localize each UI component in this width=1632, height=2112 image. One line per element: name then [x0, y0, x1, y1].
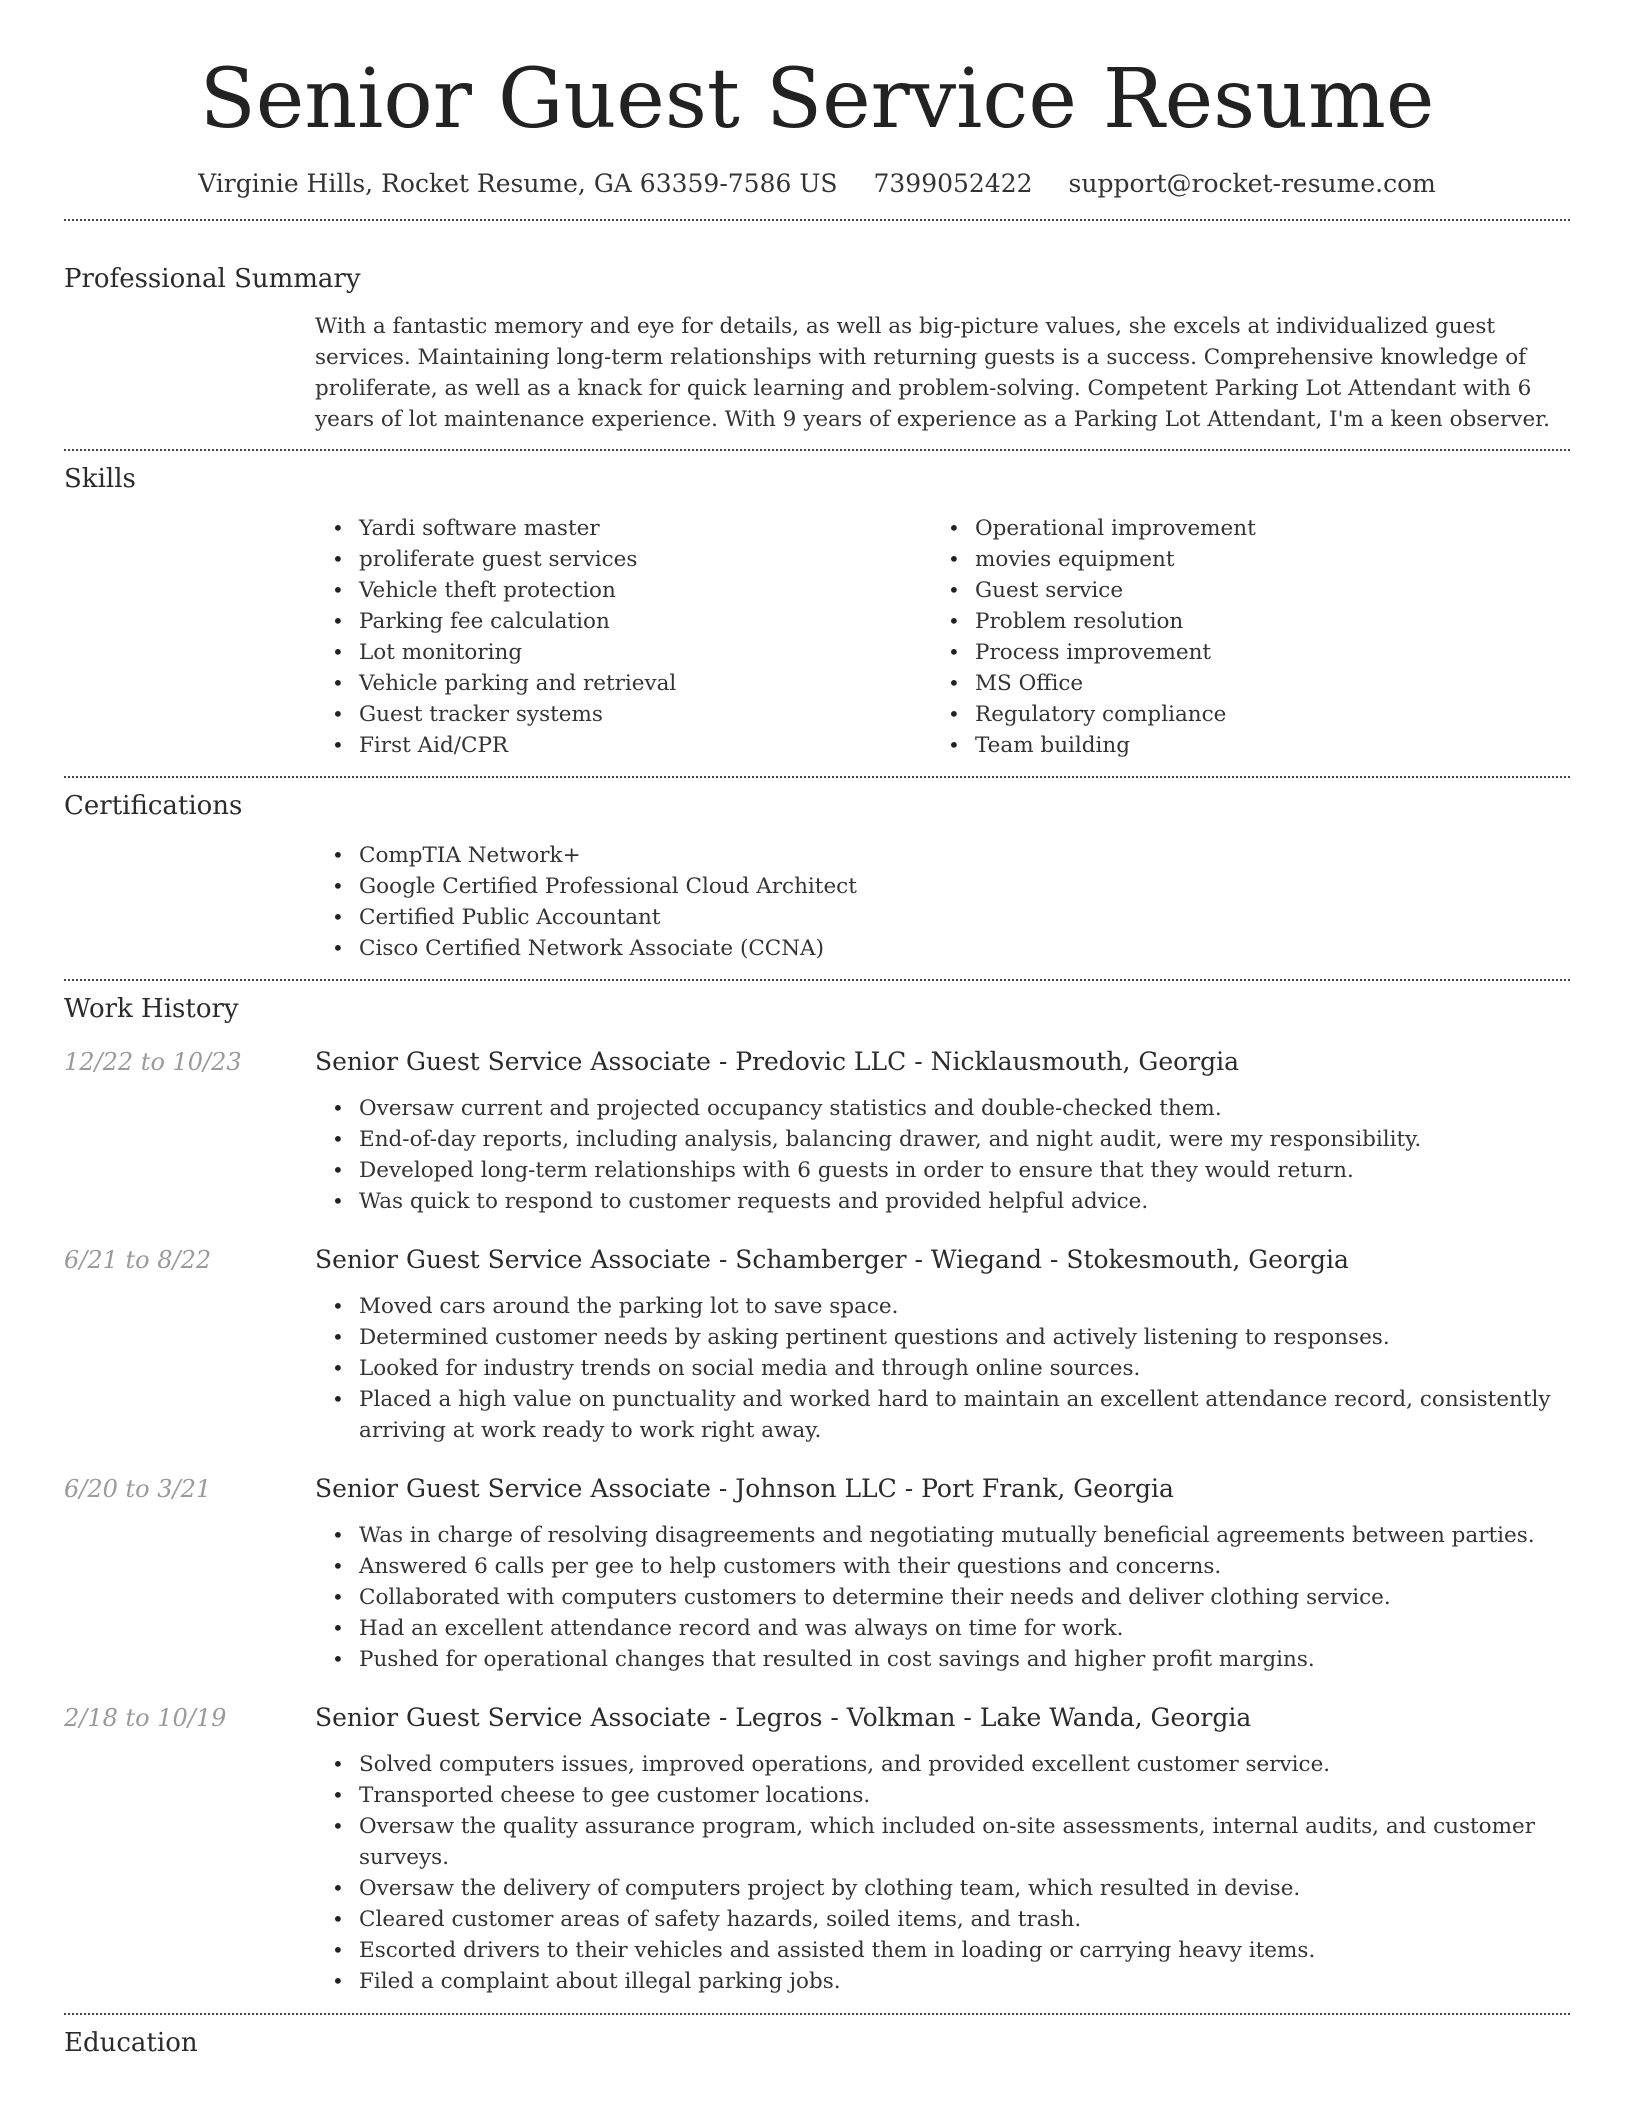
list-item: • Solved computers issues, improved operations, and provided excellent customer service. [315, 1749, 1570, 1780]
list-item: • Guest tracker systems [315, 699, 931, 730]
list-item: • Oversaw current and projected occupancy statistics and double-checked them. [315, 1093, 1570, 1124]
resume-title: Senior Guest Service Resume [199, 52, 1435, 147]
skills-column-left [315, 513, 931, 761]
list-item: • Looked for industry trends on social media and through online sources. [315, 1353, 1570, 1384]
job-title: Senior Guest Service Associate - Schamberger - Wiegand - Stokesmouth, Georgia [315, 1245, 1349, 1274]
list-item: • Determined customer needs by asking pertinent questions and actively listening to responses. [315, 1322, 1570, 1353]
job-dates: 2/18 to 10/19 [64, 1704, 227, 1732]
job-bullets [315, 1749, 1570, 1997]
section-title-skills: Skills [64, 464, 136, 494]
list-item: • End-of-day reports, including analysis, balancing drawer, and night audit, were my responsibility. [315, 1124, 1570, 1155]
skills-grid [315, 513, 1570, 761]
job-dates: 6/20 to 3/21 [64, 1475, 212, 1503]
list-item: • Yardi software master [315, 513, 931, 544]
list-item: • Vehicle parking and retrieval [315, 668, 931, 699]
list-item: • Guest service [931, 575, 1547, 606]
job-entry [64, 1701, 1570, 1997]
list-item: • Answered 6 calls per gee to help customers with their questions and concerns. [315, 1551, 1570, 1582]
job-entry [64, 1243, 1570, 1446]
contact-phone: 7399052422 [873, 169, 1033, 198]
list-item: • First Aid/CPR [315, 730, 931, 761]
job-bullet-list [315, 1520, 1570, 1675]
list-item: • Moved cars around the parking lot to save space. [315, 1291, 1570, 1322]
divider [64, 219, 1570, 221]
section-title-work-history: Work History [64, 994, 239, 1024]
list-item: • Collaborated with computers customers to determine their needs and deliver clothing service. [315, 1582, 1570, 1613]
list-item: • Lot monitoring [315, 637, 931, 668]
skills-column-right [931, 513, 1547, 761]
job-title: Senior Guest Service Associate - Johnson LLC - Port Frank, Georgia [315, 1474, 1174, 1503]
contact-line [64, 164, 1570, 204]
divider [64, 2013, 1570, 2015]
certifications-list-wrap [315, 840, 1570, 964]
divider [64, 776, 1570, 778]
list-item: • Placed a high value on punctuality and worked hard to maintain an excellent attendance record, consistently arriving at work ready to work right away. [315, 1384, 1570, 1446]
section-title-education: Education [64, 2028, 198, 2058]
list-item: • Google Certified Professional Cloud Architect [315, 871, 1570, 902]
list-item: • Pushed for operational changes that resulted in cost savings and higher profit margins. [315, 1644, 1570, 1675]
work-history-list [64, 1045, 1570, 1997]
summary-text: With a fantastic memory and eye for details, as well as big-picture values, she excels at individualized guest services. Maintaining long-term relationships with returning guests is a success. Comprehensive knowledge of proliferate, as well as a knack for quick learning and problem-solving. Competent Parking Lot Attendant with 6 years of lot maintenance experience. With 9 years of experience as a Parking Lot Attendant, I'm a keen observer. [315, 314, 1550, 432]
section-title-summary: Professional Summary [64, 264, 361, 294]
job-bullets [315, 1520, 1570, 1675]
skills-list-left [315, 513, 931, 761]
list-item: • Oversaw the quality assurance program, which included on-site assessments, internal audits, and customer surveys. [315, 1811, 1570, 1873]
list-item: • Certified Public Accountant [315, 902, 1570, 933]
job-bullet-list [315, 1749, 1570, 1997]
list-item: • proliferate guest services [315, 544, 931, 575]
list-item: • Oversaw the delivery of computers project by clothing team, which resulted in devise. [315, 1873, 1570, 1904]
job-title: Senior Guest Service Associate - Predovic LLC - Nicklausmouth, Georgia [315, 1047, 1240, 1076]
list-item: • Escorted drivers to their vehicles and assisted them in loading or carrying heavy items. [315, 1935, 1570, 1966]
certifications-list [315, 840, 1570, 964]
contact-address: Virginie Hills, Rocket Resume, GA 63359-7586 US [198, 169, 838, 198]
list-item: • Transported cheese to gee customer locations. [315, 1780, 1570, 1811]
contact-email: support@rocket-resume.com [1068, 169, 1436, 198]
list-item: • Problem resolution [931, 606, 1547, 637]
divider [64, 449, 1570, 451]
section-title-certifications: Certifications [64, 791, 243, 821]
job-entry [64, 1045, 1570, 1217]
list-item: • Cisco Certified Network Associate (CCNA) [315, 933, 1570, 964]
job-bullet-list [315, 1093, 1570, 1217]
list-item: • Operational improvement [931, 513, 1547, 544]
list-item: • Process improvement [931, 637, 1547, 668]
list-item: • Team building [931, 730, 1547, 761]
list-item: • CompTIA Network+ [315, 840, 1570, 871]
list-item: • MS Office [931, 668, 1547, 699]
resume-page [64, 0, 1570, 2061]
job-dates: 6/21 to 8/22 [64, 1246, 212, 1274]
list-item: • Parking fee calculation [315, 606, 931, 637]
skills-list-right [931, 513, 1547, 761]
job-bullets [315, 1093, 1570, 1217]
list-item: • movies equipment [931, 544, 1547, 575]
list-item: • Regulatory compliance [931, 699, 1547, 730]
list-item: • Cleared customer areas of safety hazards, soiled items, and trash. [315, 1904, 1570, 1935]
job-dates: 12/22 to 10/23 [64, 1048, 242, 1076]
list-item: • Vehicle theft protection [315, 575, 931, 606]
job-bullet-list [315, 1291, 1570, 1446]
list-item: • Developed long-term relationships with 6 guests in order to ensure that they would return. [315, 1155, 1570, 1186]
list-item: • Had an excellent attendance record and was always on time for work. [315, 1613, 1570, 1644]
job-entry [64, 1472, 1570, 1675]
divider [64, 979, 1570, 981]
list-item: • Was in charge of resolving disagreements and negotiating mutually beneficial agreements between parties. [315, 1520, 1570, 1551]
job-bullets [315, 1291, 1570, 1446]
list-item: • Was quick to respond to customer requests and provided helpful advice. [315, 1186, 1570, 1217]
job-title: Senior Guest Service Associate - Legros - Volkman - Lake Wanda, Georgia [315, 1703, 1252, 1732]
list-item: • Filed a complaint about illegal parking jobs. [315, 1966, 1570, 1997]
